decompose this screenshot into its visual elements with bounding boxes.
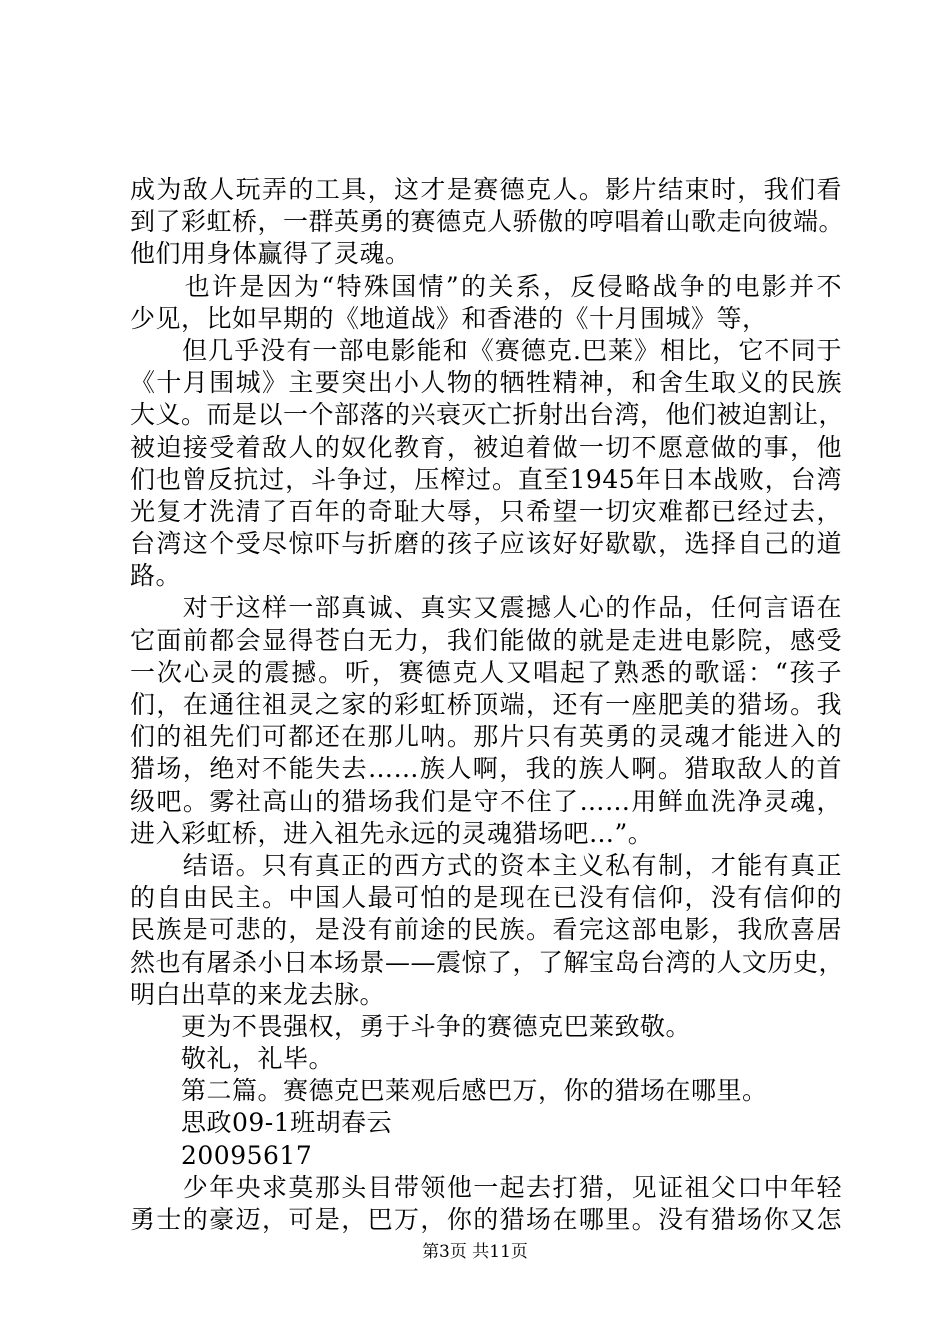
text-line: 的自由民主。中国人最可怕的是现在已没有信仰，没有信仰的 [130,883,842,913]
text-line: 少见，比如早期的《地道战》和香港的《十月围城》等， [130,303,768,333]
text-line: 结语。只有真正的西方式的资本主义私有制，才能有真正 [130,850,842,880]
text-line: 也许是因为“特殊国情”的关系，反侵略战争的电影并不 [130,271,842,301]
text-line: 对于这样一部真诚、真实又震撼人心的作品，任何言语在 [130,593,842,623]
text-line: 它面前都会显得苍白无力，我们能做的就是走进电影院，感受 [130,625,842,655]
text-line: 但几乎没有一部电影能和《赛德克.巴莱》相比，它不同于 [130,335,842,365]
text-line: 到了彩虹桥，一群英勇的赛德克人骄傲的哼唱着山歌走向彼端。 [130,207,845,237]
text-line: 少年央求莫那头目带领他一起去打猎，见证祖父口中年轻 [130,1172,842,1202]
text-line: 他们用身体赢得了灵魂。 [130,239,411,269]
text-line: 民族是可悲的，是没有前途的民族。看完这部电影，我欣喜居 [130,915,842,945]
text-line: 成为敌人玩弄的工具，这才是赛德克人。影片结束时，我们看 [130,175,842,204]
text-line: 台湾这个受尽惊吓与折磨的孩子应该好好歇歇，选择自己的道 [130,529,842,559]
text-line: 被迫接受着敌人的奴化教育，被迫着做一切不愿意做的事，他 [130,432,842,462]
text-line: 更为不畏强权，勇于斗争的赛德克巴莱致敬。 [130,1011,692,1041]
body-text [130,174,845,1236]
page-number-footer: 第3页 共11页 [422,1242,528,1262]
text-line: 猎场，绝对不能失去……族人啊，我的族人啊。猎取敌人的首 [130,754,842,784]
text-line: 《十月围城》主要突出小人物的牺牲精神，和舍生取义的民族 [130,368,842,398]
text-line: 进入彩虹桥，进入祖先永远的灵魂猎场吧…”。 [130,818,654,848]
text-line: 们，在通往祖灵之家的彩虹桥顶端，还有一座肥美的猎场。我 [130,690,842,719]
text-line: 思政09-1班胡春云 [130,1108,393,1138]
text-line: 勇士的豪迈，可是，巴万，你的猎场在哪里。没有猎场你又怎 [130,1205,842,1234]
text-line: 一次心灵的震撼。听，赛德克人又唱起了熟悉的歌谣：“孩子 [130,657,842,687]
text-line: 第二篇。赛德克巴莱观后感巴万，你的猎场在哪里。 [130,1076,768,1106]
text-line: 们也曾反抗过，斗争过，压榨过。直至1945年日本战败，台湾 [130,464,842,494]
text-line: 光复才洗清了百年的奇耻大辱，只希望一切灾难都已经过去， [130,496,842,526]
text-line: 敬礼，礼毕。 [130,1044,335,1074]
text-line: 20095617 [130,1140,313,1170]
text-line: 明白出草的来龙去脉。 [130,979,386,1009]
text-line: 路。 [130,561,182,591]
text-line: 级吧。雾社高山的猎场我们是守不住了……用鲜血洗净灵魂， [130,786,842,816]
text-line: 然也有屠杀小日本场景——震惊了，了解宝岛台湾的人文历史， [130,947,845,977]
text-line: 们的祖先们可都还在那儿呐。那片只有英勇的灵魂才能进入的 [130,722,842,752]
text-line: 大义。而是以一个部落的兴衰灭亡折射出台湾，他们被迫割让， [130,400,845,430]
